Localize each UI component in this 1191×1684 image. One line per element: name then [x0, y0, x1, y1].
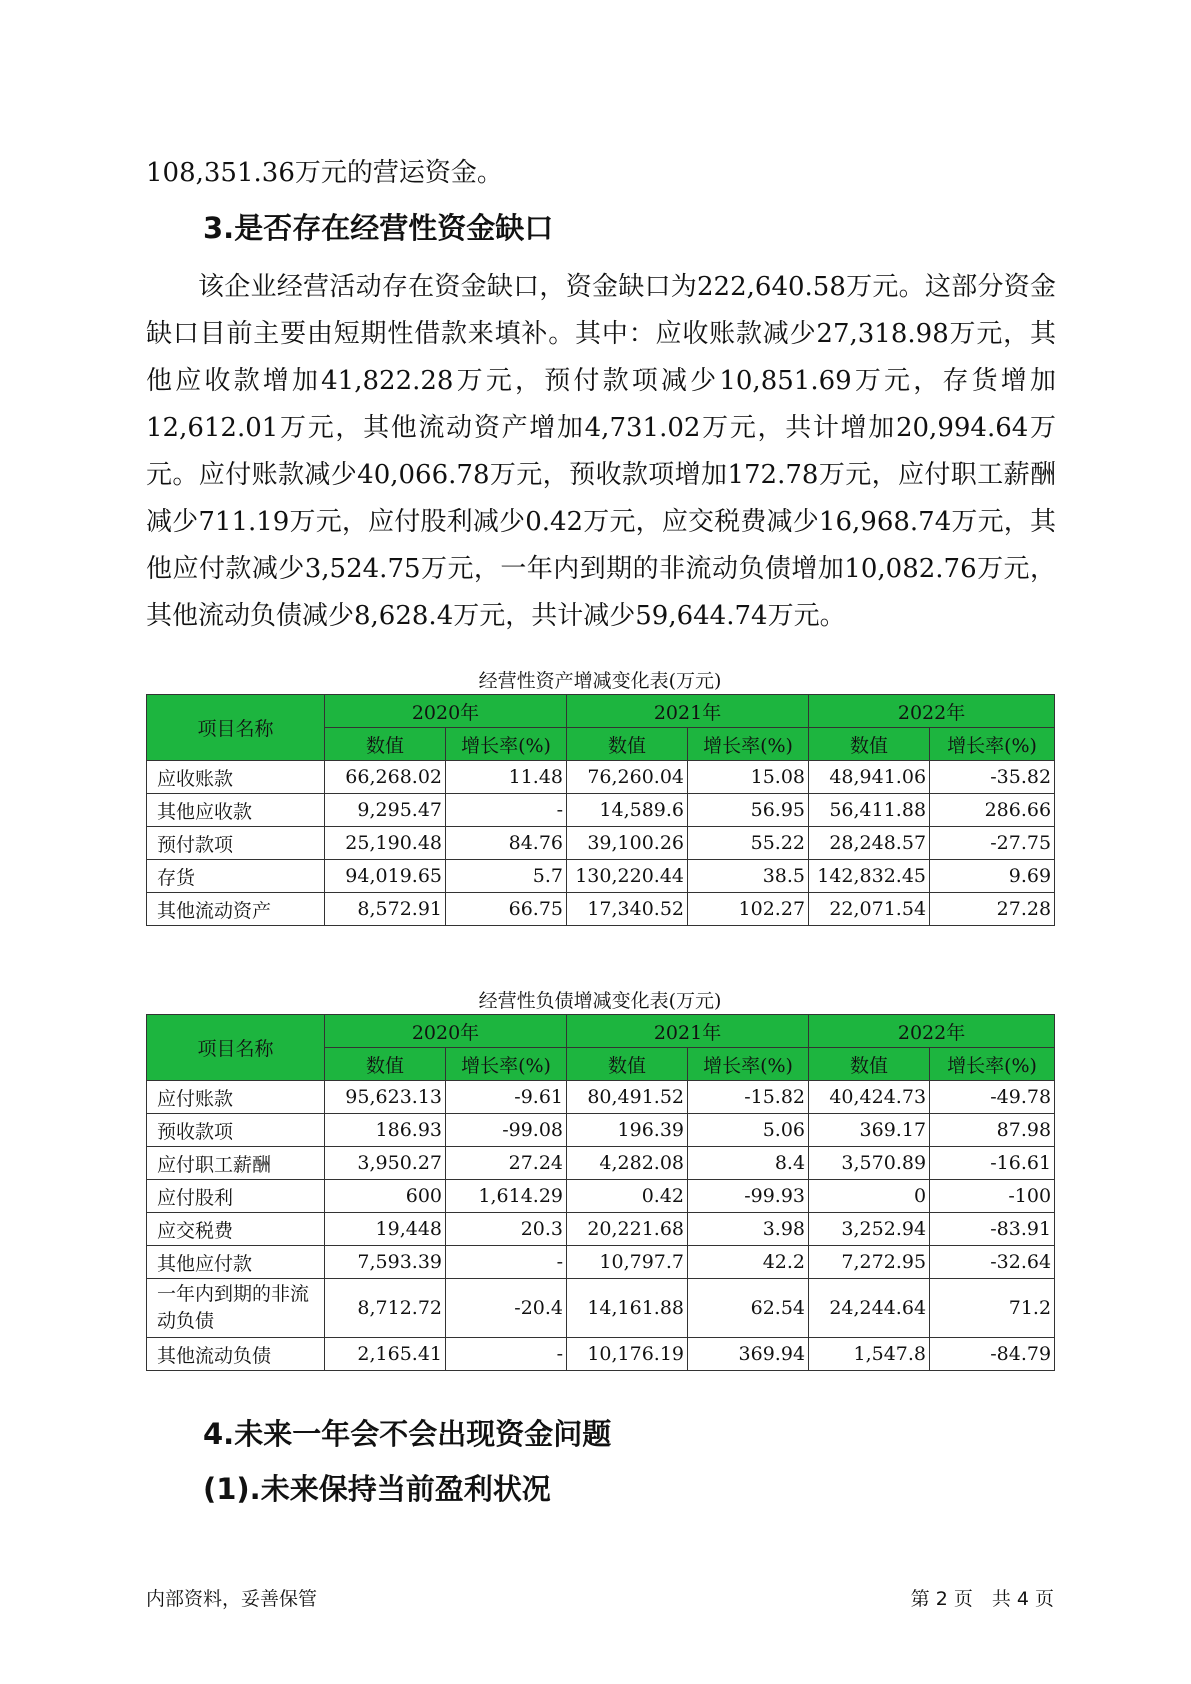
growth-rate-cell: -15.82	[688, 1081, 809, 1114]
value-cell: 95,623.13	[325, 1081, 446, 1114]
table-row	[147, 1180, 1055, 1213]
body-paragraph: 该企业经营活动存在资金缺口，资金缺口为222,640.58万元。这部分资金缺口目前主要由短期性借款来填补。其中：应收账款减少27,318.98万元，其他应收款增加41,822.28万元，预付款项减少10,851.69万元，存货增加12,612.01万元，其他流动资产增加4,731.02万元，共计增加20,994.64万元。应付账款减少40,066.78万元，预收款项增加172.78万元，应付职工薪酬减少711.19万元，应付股利减少0.42万元，应交税费减少16,968.74万元，其他应付款减少3,524.75万元，一年内到期的非流动负债增加10,082.76万元，其他流动负债减少8,628.4万元，共计减少59,644.74万元。	[146, 272, 1056, 631]
growth-header: 增长率(%)	[930, 728, 1055, 761]
growth-rate-cell: -84.79	[930, 1338, 1055, 1371]
value-header: 数值	[809, 728, 930, 761]
value-cell: 1,547.8	[809, 1338, 930, 1371]
table-row	[147, 827, 1055, 860]
item-name-header: 项目名称	[147, 1015, 325, 1081]
value-cell: 369.17	[809, 1114, 930, 1147]
value-cell: 3,570.89	[809, 1147, 930, 1180]
row-item-name: 应交税费	[147, 1213, 325, 1246]
growth-rate-cell: 20.3	[446, 1213, 567, 1246]
value-cell: 196.39	[567, 1114, 688, 1147]
liabilities-change-table	[146, 1014, 1055, 1371]
value-cell: 3,950.27	[325, 1147, 446, 1180]
value-cell: 4,282.08	[567, 1147, 688, 1180]
growth-rate-cell: 8.4	[688, 1147, 809, 1180]
growth-rate-cell: 38.5	[688, 860, 809, 893]
growth-rate-cell: 102.27	[688, 893, 809, 926]
value-cell: 10,797.7	[567, 1246, 688, 1279]
value-cell: 39,100.26	[567, 827, 688, 860]
growth-rate-cell: 62.54	[688, 1279, 809, 1338]
growth-rate-cell: -16.61	[930, 1147, 1055, 1180]
table-row	[147, 794, 1055, 827]
row-item-name: 应付账款	[147, 1081, 325, 1114]
growth-rate-cell: -83.91	[930, 1213, 1055, 1246]
year-header-2022: 2022年	[809, 1015, 1055, 1048]
growth-rate-cell: -99.08	[446, 1114, 567, 1147]
table2-caption: 经营性负债增减变化表(万元)	[478, 990, 722, 1012]
footer-page-number: 第 2 页 共 4 页	[910, 1588, 1054, 1610]
growth-rate-cell: 27.28	[930, 893, 1055, 926]
row-item-name: 其他流动资产	[147, 893, 325, 926]
growth-header: 增长率(%)	[930, 1048, 1055, 1081]
value-cell: 7,272.95	[809, 1246, 930, 1279]
growth-rate-cell: -49.78	[930, 1081, 1055, 1114]
growth-rate-cell: 66.75	[446, 893, 567, 926]
growth-rate-cell: 87.98	[930, 1114, 1055, 1147]
table-row	[147, 1081, 1055, 1114]
value-header: 数值	[567, 1048, 688, 1081]
row-item-name: 其他流动负债	[147, 1338, 325, 1371]
growth-rate-cell: 1,614.29	[446, 1180, 567, 1213]
row-item-name: 应收账款	[147, 761, 325, 794]
row-item-name: 预收款项	[147, 1114, 325, 1147]
value-cell: 0	[809, 1180, 930, 1213]
value-cell: 28,248.57	[809, 827, 930, 860]
growth-rate-cell: -27.75	[930, 827, 1055, 860]
growth-rate-cell: 15.08	[688, 761, 809, 794]
value-cell: 17,340.52	[567, 893, 688, 926]
growth-header: 增长率(%)	[688, 728, 809, 761]
growth-rate-cell: 55.22	[688, 827, 809, 860]
table-row	[147, 761, 1055, 794]
value-cell: 8,712.72	[325, 1279, 446, 1338]
growth-rate-cell: -99.93	[688, 1180, 809, 1213]
row-item-name: 存货	[147, 860, 325, 893]
value-header: 数值	[325, 1048, 446, 1081]
growth-rate-cell: 11.48	[446, 761, 567, 794]
growth-rate-cell: 9.69	[930, 860, 1055, 893]
table-row	[147, 1279, 1055, 1338]
value-cell: 142,832.45	[809, 860, 930, 893]
assets-change-table	[146, 694, 1055, 926]
table-row	[147, 1338, 1055, 1371]
value-cell: 19,448	[325, 1213, 446, 1246]
table1-caption: 经营性资产增减变化表(万元)	[478, 670, 722, 692]
growth-header: 增长率(%)	[446, 1048, 567, 1081]
value-cell: 25,190.48	[325, 827, 446, 860]
row-item-name: 预付款项	[147, 827, 325, 860]
growth-rate-cell: -20.4	[446, 1279, 567, 1338]
value-cell: 0.42	[567, 1180, 688, 1213]
growth-rate-cell: -	[446, 1338, 567, 1371]
value-cell: 76,260.04	[567, 761, 688, 794]
growth-rate-cell: 42.2	[688, 1246, 809, 1279]
value-cell: 20,221.68	[567, 1213, 688, 1246]
value-header: 数值	[567, 728, 688, 761]
growth-rate-cell: 84.76	[446, 827, 567, 860]
value-header: 数值	[325, 728, 446, 761]
value-cell: 3,252.94	[809, 1213, 930, 1246]
heading-section-4: 4.未来一年会不会出现资金问题	[203, 1417, 612, 1451]
growth-rate-cell: -100	[930, 1180, 1055, 1213]
growth-rate-cell: 56.95	[688, 794, 809, 827]
value-cell: 56,411.88	[809, 794, 930, 827]
value-cell: 130,220.44	[567, 860, 688, 893]
growth-header: 增长率(%)	[446, 728, 567, 761]
row-item-name: 其他应收款	[147, 794, 325, 827]
value-cell: 40,424.73	[809, 1081, 930, 1114]
growth-rate-cell: 369.94	[688, 1338, 809, 1371]
value-cell: 7,593.39	[325, 1246, 446, 1279]
value-cell: 14,589.6	[567, 794, 688, 827]
year-header-2020: 2020年	[325, 695, 567, 728]
value-cell: 94,019.65	[325, 860, 446, 893]
value-cell: 9,295.47	[325, 794, 446, 827]
table-row	[147, 1246, 1055, 1279]
value-cell: 22,071.54	[809, 893, 930, 926]
growth-rate-cell: -35.82	[930, 761, 1055, 794]
top-line: 108,351.36万元的营运资金。	[146, 158, 503, 188]
growth-rate-cell: -32.64	[930, 1246, 1055, 1279]
value-cell: 48,941.06	[809, 761, 930, 794]
value-cell: 600	[325, 1180, 446, 1213]
growth-rate-cell: 5.06	[688, 1114, 809, 1147]
growth-rate-cell: 5.7	[446, 860, 567, 893]
row-item-name: 应付职工薪酬	[147, 1147, 325, 1180]
item-name-header: 项目名称	[147, 695, 325, 761]
year-header-2021: 2021年	[567, 695, 809, 728]
year-header-2022: 2022年	[809, 695, 1055, 728]
value-cell: 186.93	[325, 1114, 446, 1147]
table-row	[147, 1147, 1055, 1180]
value-cell: 24,244.64	[809, 1279, 930, 1338]
row-item-name: 一年内到期的非流动负债	[147, 1279, 325, 1338]
footer-confidential-note: 内部资料，妥善保管	[146, 1588, 318, 1610]
table-row	[147, 1213, 1055, 1246]
value-cell: 2,165.41	[325, 1338, 446, 1371]
year-header-2021: 2021年	[567, 1015, 809, 1048]
growth-rate-cell: -9.61	[446, 1081, 567, 1114]
growth-rate-cell: 71.2	[930, 1279, 1055, 1338]
growth-rate-cell: 27.24	[446, 1147, 567, 1180]
heading-section-3: 3.是否存在经营性资金缺口	[203, 211, 554, 245]
year-header-2020: 2020年	[325, 1015, 567, 1048]
table-row	[147, 893, 1055, 926]
value-cell: 10,176.19	[567, 1338, 688, 1371]
value-cell: 8,572.91	[325, 893, 446, 926]
row-item-name: 其他应付款	[147, 1246, 325, 1279]
row-item-name: 应付股利	[147, 1180, 325, 1213]
value-cell: 80,491.52	[567, 1081, 688, 1114]
value-header: 数值	[809, 1048, 930, 1081]
value-cell: 14,161.88	[567, 1279, 688, 1338]
heading-section-4-1: (1).未来保持当前盈利状况	[203, 1472, 551, 1506]
table-row	[147, 1114, 1055, 1147]
value-cell: 66,268.02	[325, 761, 446, 794]
growth-rate-cell: -	[446, 794, 567, 827]
growth-rate-cell: 3.98	[688, 1213, 809, 1246]
growth-rate-cell: -	[446, 1246, 567, 1279]
table-row	[147, 860, 1055, 893]
growth-header: 增长率(%)	[688, 1048, 809, 1081]
growth-rate-cell: 286.66	[930, 794, 1055, 827]
